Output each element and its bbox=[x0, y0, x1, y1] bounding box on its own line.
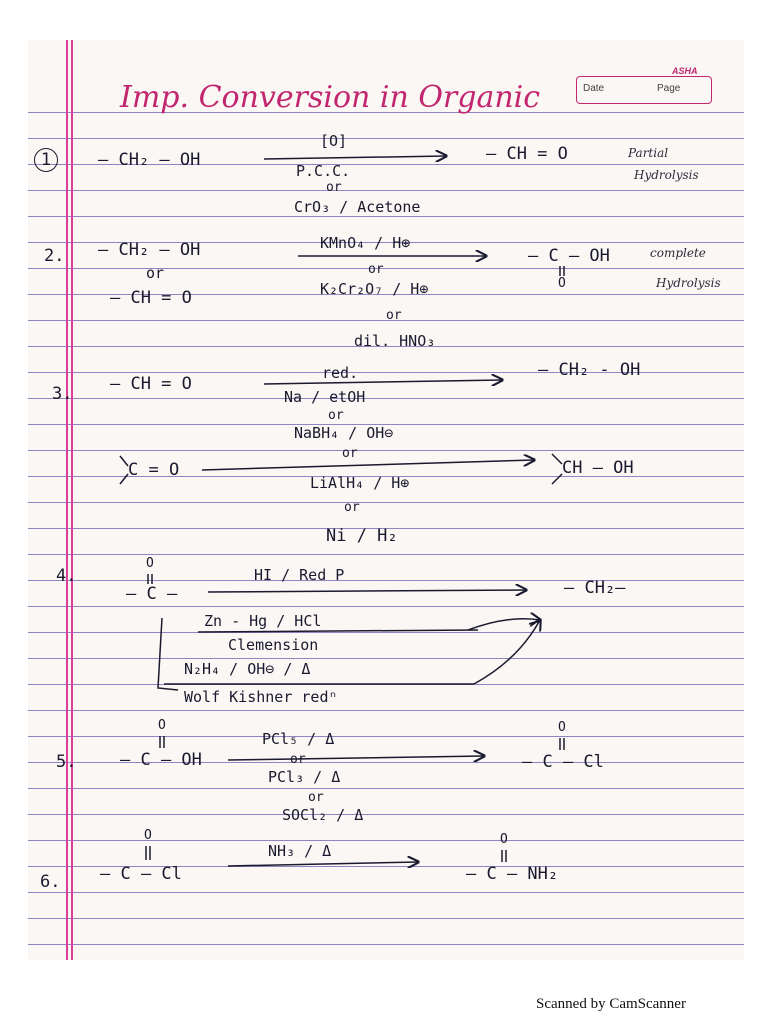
or-label: or bbox=[308, 790, 324, 805]
side-note: Hydrolysis bbox=[634, 168, 699, 182]
single-bond bbox=[552, 474, 562, 484]
reagent: LiAlH₄ / H⊕ bbox=[310, 474, 410, 492]
reagent: K₂Cr₂O₇ / H⊕ bbox=[320, 280, 429, 298]
section-number: 1 bbox=[34, 148, 58, 172]
reactant: — CH₂ — OH bbox=[98, 150, 201, 170]
or-label: or bbox=[386, 308, 402, 323]
section-number: 6. bbox=[40, 872, 61, 892]
reaction-arrow bbox=[208, 590, 526, 592]
reactant: — C — Cl bbox=[100, 864, 182, 884]
or-label: or bbox=[342, 446, 358, 461]
bracket-line bbox=[158, 618, 178, 690]
reagent: Ni / H₂ bbox=[326, 526, 398, 546]
section-number: 5. bbox=[56, 752, 77, 772]
or-label: or bbox=[290, 752, 306, 767]
product: — CH₂ - OH bbox=[538, 360, 641, 380]
carbonyl-oxygen: O bbox=[144, 828, 152, 843]
brand-label: ASHA bbox=[672, 66, 698, 76]
reaction-arrow bbox=[264, 380, 502, 384]
section-number: 3. bbox=[52, 384, 73, 404]
reagent: Wolf Kishner redⁿ bbox=[184, 688, 338, 706]
reaction-arrow bbox=[228, 756, 484, 760]
reactant: — CH₂ — OH bbox=[98, 240, 201, 260]
product: — C — OH bbox=[528, 246, 610, 266]
reagent: Na / etOH bbox=[284, 388, 366, 406]
page-label: Page bbox=[657, 83, 681, 94]
carbonyl-oxygen: O bbox=[558, 720, 566, 735]
reagent: Clemension bbox=[228, 636, 319, 654]
product: CH — OH bbox=[562, 458, 634, 478]
reaction-arrow bbox=[474, 620, 540, 684]
product: — C — Cl bbox=[522, 752, 604, 772]
reagent: N₂H₄ / OH⊖ / Δ bbox=[184, 660, 311, 678]
reaction-arrow bbox=[468, 619, 540, 630]
or-label: or bbox=[344, 500, 360, 515]
product: — CH₂— bbox=[564, 578, 626, 598]
reactant: C = O bbox=[128, 460, 180, 480]
date-label: Date bbox=[583, 83, 605, 94]
reaction-arrows bbox=[28, 40, 744, 960]
section-number: 4. bbox=[56, 566, 77, 586]
reaction-arrow bbox=[198, 630, 478, 632]
or-label: or bbox=[328, 408, 344, 423]
reagent: SOCl₂ / Δ bbox=[282, 806, 364, 824]
reagent: KMnO₄ / H⊕ bbox=[320, 234, 411, 252]
reagent: dil. HNO₃ bbox=[354, 332, 436, 350]
reactant: — CH = O bbox=[110, 374, 192, 394]
reagent: CrO₃ / Acetone bbox=[294, 198, 421, 216]
side-note: Hydrolysis bbox=[656, 276, 721, 290]
reagent: NH₃ / Δ bbox=[268, 842, 332, 860]
reagent: Zn - Hg / HCl bbox=[204, 612, 322, 630]
or-label: or bbox=[146, 264, 165, 282]
reactant: — C — OH bbox=[120, 750, 202, 770]
single-bond bbox=[120, 474, 128, 484]
carbonyl-oxygen: O bbox=[158, 718, 166, 733]
reagent: NaBH₄ / OH⊖ bbox=[294, 424, 394, 442]
product: — CH = O bbox=[486, 144, 568, 164]
reaction-arrow bbox=[228, 862, 418, 866]
reactant: — C — bbox=[126, 584, 178, 604]
reagent: PCl₅ / Δ bbox=[262, 730, 335, 748]
or-label: or bbox=[368, 262, 384, 277]
scanner-watermark: Scanned by CamScanner bbox=[536, 996, 686, 1012]
reactant: — CH = O bbox=[110, 288, 192, 308]
carbonyl-oxygen: O bbox=[558, 276, 566, 291]
side-note: complete bbox=[650, 246, 706, 260]
side-note: Partial bbox=[628, 146, 669, 160]
reagent: PCl₃ / Δ bbox=[268, 768, 341, 786]
notebook-page bbox=[28, 40, 744, 960]
product: — C — NH₂ bbox=[466, 864, 559, 884]
or-label: or bbox=[326, 180, 342, 195]
carbonyl-oxygen: O bbox=[146, 556, 154, 571]
reagent: P.C.C. bbox=[296, 162, 351, 180]
reagent: red. bbox=[322, 364, 359, 382]
reagent: [O] bbox=[320, 132, 348, 150]
section-number: 2. bbox=[44, 246, 65, 266]
carbonyl-oxygen: O bbox=[500, 832, 508, 847]
reagent: HI / Red P bbox=[254, 566, 345, 584]
reaction-arrow bbox=[202, 460, 534, 470]
single-bond bbox=[552, 454, 562, 464]
page-title: Imp. Conversion in Organic bbox=[120, 80, 541, 115]
single-bond bbox=[120, 456, 128, 466]
reaction-arrow bbox=[264, 156, 446, 159]
